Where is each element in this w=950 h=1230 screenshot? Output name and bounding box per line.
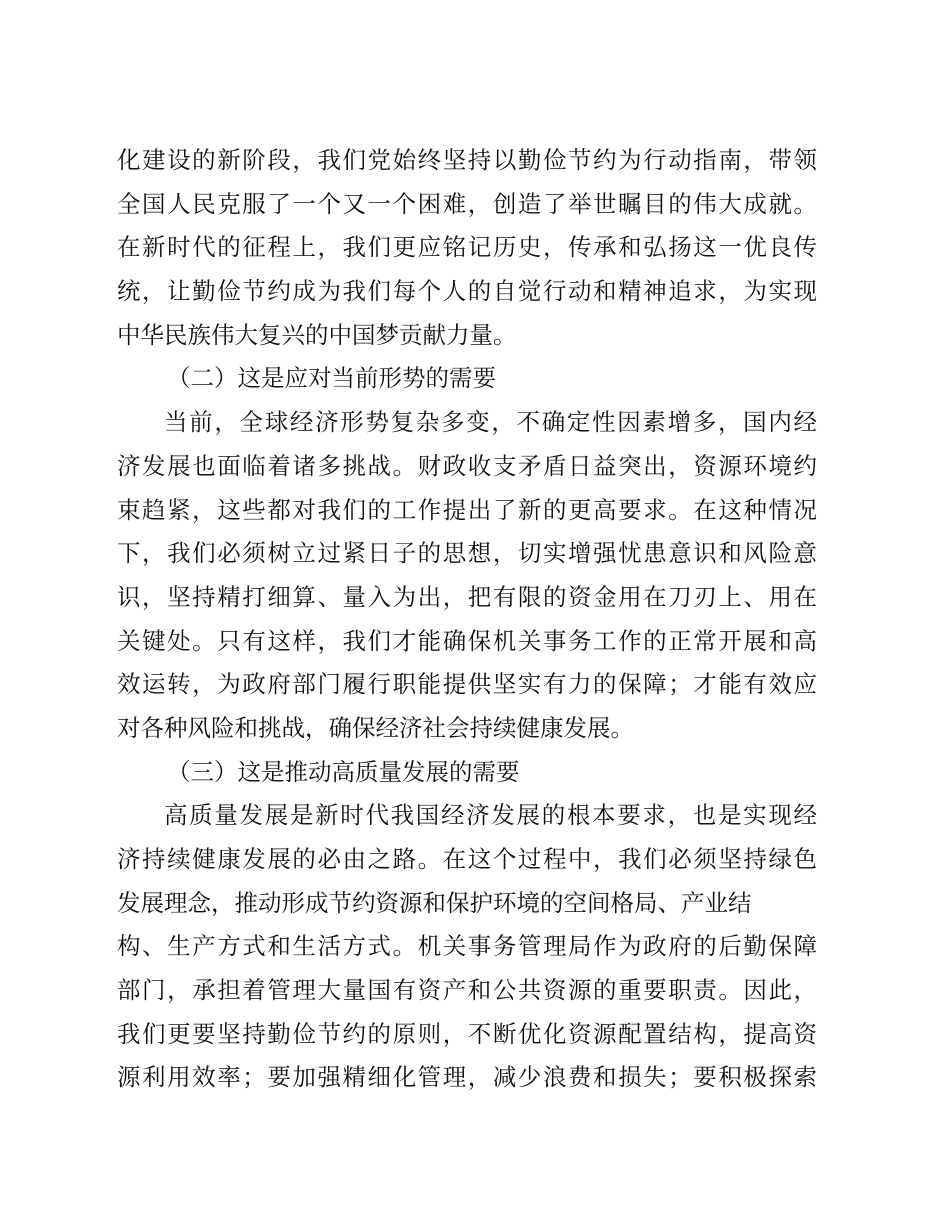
paragraph-line: 部门，承担着管理大量国有资产和公共资源的重要职责。因此， (117, 976, 817, 1005)
paragraph-line: 识，坚持精打细算、量入为出，把有限的资金用在刀刃上、用在 (117, 582, 817, 611)
document-body (117, 139, 817, 1100)
paragraph-line: 构、生产方式和生活方式。机关事务管理局作为政府的后勤保障 (117, 932, 817, 961)
paragraph-line: 统，让勤俭节约成为我们每个人的自觉行动和精神追求，为实现 (117, 277, 817, 306)
paragraph-line: 效运转，为政府部门履行职能提供坚实有力的保障；才能有效应 (117, 670, 817, 699)
paragraph-line: 源利用效率；要加强精细化管理，减少浪费和损失；要积极探索 (117, 1063, 817, 1092)
paragraph-line: 发展理念，推动形成节约资源和保护环境的空间格局、产业结 (117, 888, 752, 917)
paragraph-line: 束趋紧，这些都对我们的工作提出了新的更高要求。在这种情况 (117, 495, 817, 524)
paragraph-line: 下，我们必须树立过紧日子的思想，切实增强忧患意识和风险意 (117, 539, 817, 568)
section-heading: （三）这是推动高质量发展的需要 (167, 757, 520, 786)
paragraph-line: 全国人民克服了一个又一个困难，创造了举世瞩目的伟大成就。 (117, 189, 817, 218)
paragraph-line: 关键处。只有这样，我们才能确保机关事务工作的正常开展和高 (117, 626, 817, 655)
paragraph-line: 我们更要坚持勤俭节约的原则，不断优化资源配置结构，提高资 (117, 1019, 817, 1048)
paragraph-line: 当前，全球经济形势复杂多变，不确定性因素增多，国内经 (164, 408, 817, 437)
paragraph-line: 在新时代的征程上，我们更应铭记历史，传承和弘扬这一优良传 (117, 233, 817, 262)
paragraph-line: 对各种风险和挑战，确保经济社会持续健康发展。 (117, 713, 634, 742)
paragraph-line: 中华民族伟大复兴的中国梦贡献力量。 (117, 320, 517, 349)
paragraph-line: 济持续健康发展的必由之路。在这个过程中，我们必须坚持绿色 (117, 845, 817, 873)
paragraph-line: 化建设的新阶段，我们党始终坚持以勤俭节约为行动指南，带领 (117, 146, 817, 174)
paragraph-line: 济发展也面临着诸多挑战。财政收支矛盾日益突出，资源环境约 (117, 451, 817, 480)
paragraph-line: 高质量发展是新时代我国经济发展的根本要求，也是实现经 (164, 801, 817, 830)
section-heading: （二）这是应对当前形势的需要 (167, 364, 496, 393)
